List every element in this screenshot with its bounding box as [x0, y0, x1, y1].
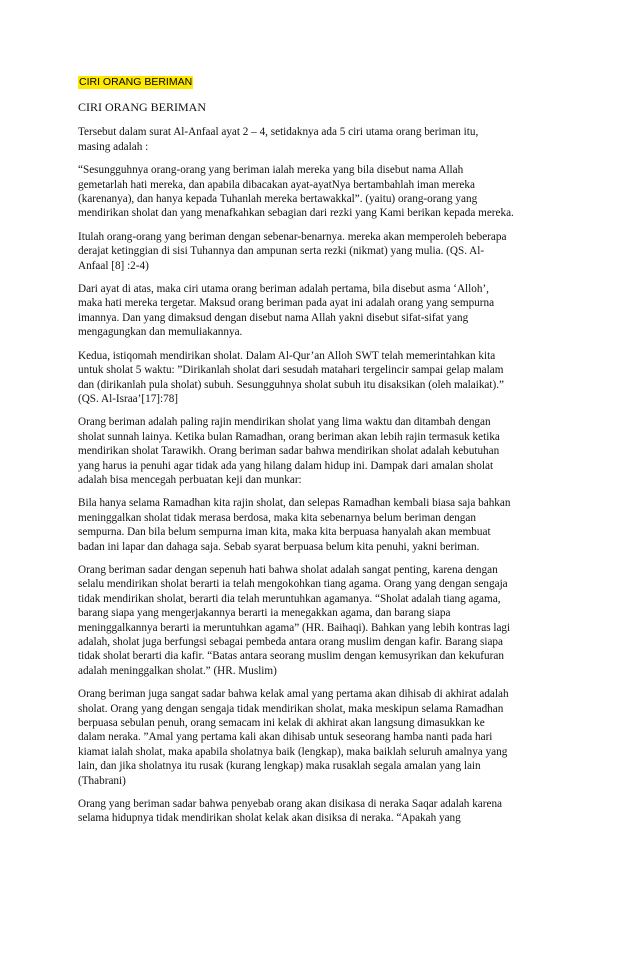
paragraph — [78, 163, 560, 221]
paragraph — [78, 496, 560, 554]
text-line: adalah bisa mencegah perbuatan keji dan munkar: — [78, 473, 302, 486]
text-line: Itulah orang-orang yang beriman dengan sebenar-benarnya. mereka akan memperoleh beberapa — [78, 230, 507, 243]
text-line: Tersebut dalam surat Al-Anfaal ayat 2 – 4, setidaknya ada 5 ciri utama orang beriman itu, — [78, 126, 479, 139]
text-line: imannya. Dan yang dimaksud dengan disebut nama Allah yakni disebut sifat-sifat yang — [78, 311, 469, 324]
text-line: lain, dan jika sholatnya itu rusak (kurang lengkap) maka rusaklah segala amalan yang lain — [78, 760, 481, 773]
text-line: barang siapa yang mengerjakannya berarti ia menegakkan agama, dan barang siapa — [78, 607, 451, 620]
text-line: Kedua, istiqomah mendirikan sholat. Dalam Al-Qur’an Alloh SWT telah memerintahkan kita — [78, 349, 496, 362]
text-line: badan ini lapar dan dahaga saja. Sebab syarat berpuasa belum kita penuhi, yakni beriman. — [78, 540, 480, 553]
paragraph — [78, 349, 560, 407]
document-body — [78, 100, 560, 835]
text-line: Orang beriman adalah paling rajin mendirikan sholat yang lima waktu dan ditambah dengan — [78, 416, 491, 429]
text-line: kiamat ialah sholat, maka apabila sholatnya baik (lengkap), maka baiklah seluruh amalnya yang — [78, 745, 508, 758]
text-line: Bila hanya selama Ramadhan kita rajin sholat, dan selepas Ramadhan kembali biasa saja bahkan — [78, 497, 511, 510]
paragraph — [78, 230, 560, 273]
text-line: yang harus ia penuhi agar tidak ada yang hilang dalam hidup ini. Dampak dari amalan sholat — [78, 459, 494, 472]
document-title: CIRI ORANG BERIMAN — [78, 100, 207, 114]
text-line: mendirikan sholat Tarawikh. Orang beriman sadar bahwa mendirikan sholat adalah kebutuhan — [78, 445, 500, 458]
text-line: berpuasa sebulan penuh, orang semacam ini kelak di akhirat akan langsung dimasukkan ke — [78, 717, 485, 730]
text-line: masing adalah : — [78, 140, 149, 153]
paragraph — [78, 125, 560, 154]
text-line: untuk sholat 5 waktu: ”Dirikanlah sholat dari sesudah matahari tergelincir sampai gelap malam — [78, 364, 504, 377]
text-line: Orang beriman sadar dengan sepenuh hati bahwa sholat adalah sangat penting, karena dengan — [78, 563, 498, 576]
text-line: mendirikan sholat dan yang menafkahkan sebagian dari rezki yang Kami berikan kepada mereka. — [78, 207, 514, 220]
text-line: meninggalkan sholat tidak merasa berdosa, maka kita sebenarnya belum beriman dengan — [78, 511, 476, 524]
text-line: tidak mendirikan sholat, berarti dia telah meruntuhkan agamanya. “Sholat adalah tiang agama, — [78, 592, 501, 605]
text-line: selalu mendirikan sholat berarti ia telah mengokohkan tiang agama. Orang yang dengan sengaja — [78, 578, 508, 591]
text-line: Orang beriman juga sangat sadar bahwa kelak amal yang pertama akan dihisab di akhirat adalah — [78, 688, 509, 701]
text-line: mengagungkan dan memuliakannya. — [78, 326, 243, 339]
paragraph — [78, 415, 560, 487]
text-line: tidak sholat berarti dia kafir. “Batas antara seorang muslim dengan kemusyrikan dan kekufuran — [78, 650, 504, 663]
text-line: maka hati mereka tergetar. Maksud orang beriman pada ayat ini adalah orang yang sempurna — [78, 297, 495, 310]
text-line: dan (dirikanlah pula sholat) subuh. Sesungguhnya sholat subuh itu disaksikan (oleh malaikat).” — [78, 378, 504, 391]
highlighted-header-title: CIRI ORANG BERIMAN — [79, 76, 193, 88]
text-line: meninggalkannya berarti ia meruntuhkan agama” (HR. Baihaqi). Bahkan yang lebih kontras lagi — [78, 621, 511, 634]
text-line: “Sesungguhnya orang-orang yang beriman ialah mereka yang bila disebut nama Allah — [78, 164, 464, 177]
text-line: selama hidupnya tidak mendirikan sholat kelak akan disiksa di neraka. “Apakah yang — [78, 812, 461, 825]
text-line: derajat ketinggian di sisi Tuhannya dan ampunan serta rezki (nikmat) yang mulia. (QS. Al- — [78, 245, 485, 258]
text-line: Anfaal [8] :2-4) — [78, 259, 149, 272]
paragraph — [78, 563, 560, 678]
paragraph — [78, 797, 560, 826]
text-line: dalam neraka. ”Amal yang pertama kali akan dihisab untuk seseorang hamba nanti pada hari — [78, 731, 493, 744]
paragraph — [78, 282, 560, 340]
paragraph — [78, 687, 560, 788]
text-line: (QS. Al-Israa’[17]:78] — [78, 392, 179, 405]
text-line: adalah meninggalkan sholat.” (HR. Muslim) — [78, 664, 277, 677]
text-line: Orang yang beriman sadar bahwa penyebab orang akan disikasa di neraka Saqar adalah karena — [78, 798, 503, 811]
text-line: sholat. Orang yang dengan sengaja tidak mendirikan sholat, maka meskipun selama Ramadhan — [78, 702, 504, 715]
text-line: sempurna. Dan bila belum sempurna iman kita, maka kita berpuasa hanyalah akan membuat — [78, 526, 491, 539]
text-line: adalah, sholat juga berfungsi sebagai pembeda antara orang muslim dengan kafir. Barang siapa — [78, 636, 503, 648]
text-line: (Thabrani) — [78, 774, 126, 787]
text-line: sholat sunnah lainya. Ketika bulan Ramadhan, orang beriman akan lebih rajin termasuk ketika — [78, 430, 500, 443]
text-line: Dari ayat di atas, maka ciri utama orang beriman adalah pertama, bila disebut asma ‘Alloh’, — [78, 283, 489, 296]
text-line: (karenanya), dan hanya kepada Tuhanlah mereka bertawakkal”. (yaitu) orang-orang yang — [78, 193, 478, 206]
text-line: gemetarlah hati mereka, dan apabila dibacakan ayat-ayatNya bertambahlah iman mereka — [78, 178, 475, 191]
